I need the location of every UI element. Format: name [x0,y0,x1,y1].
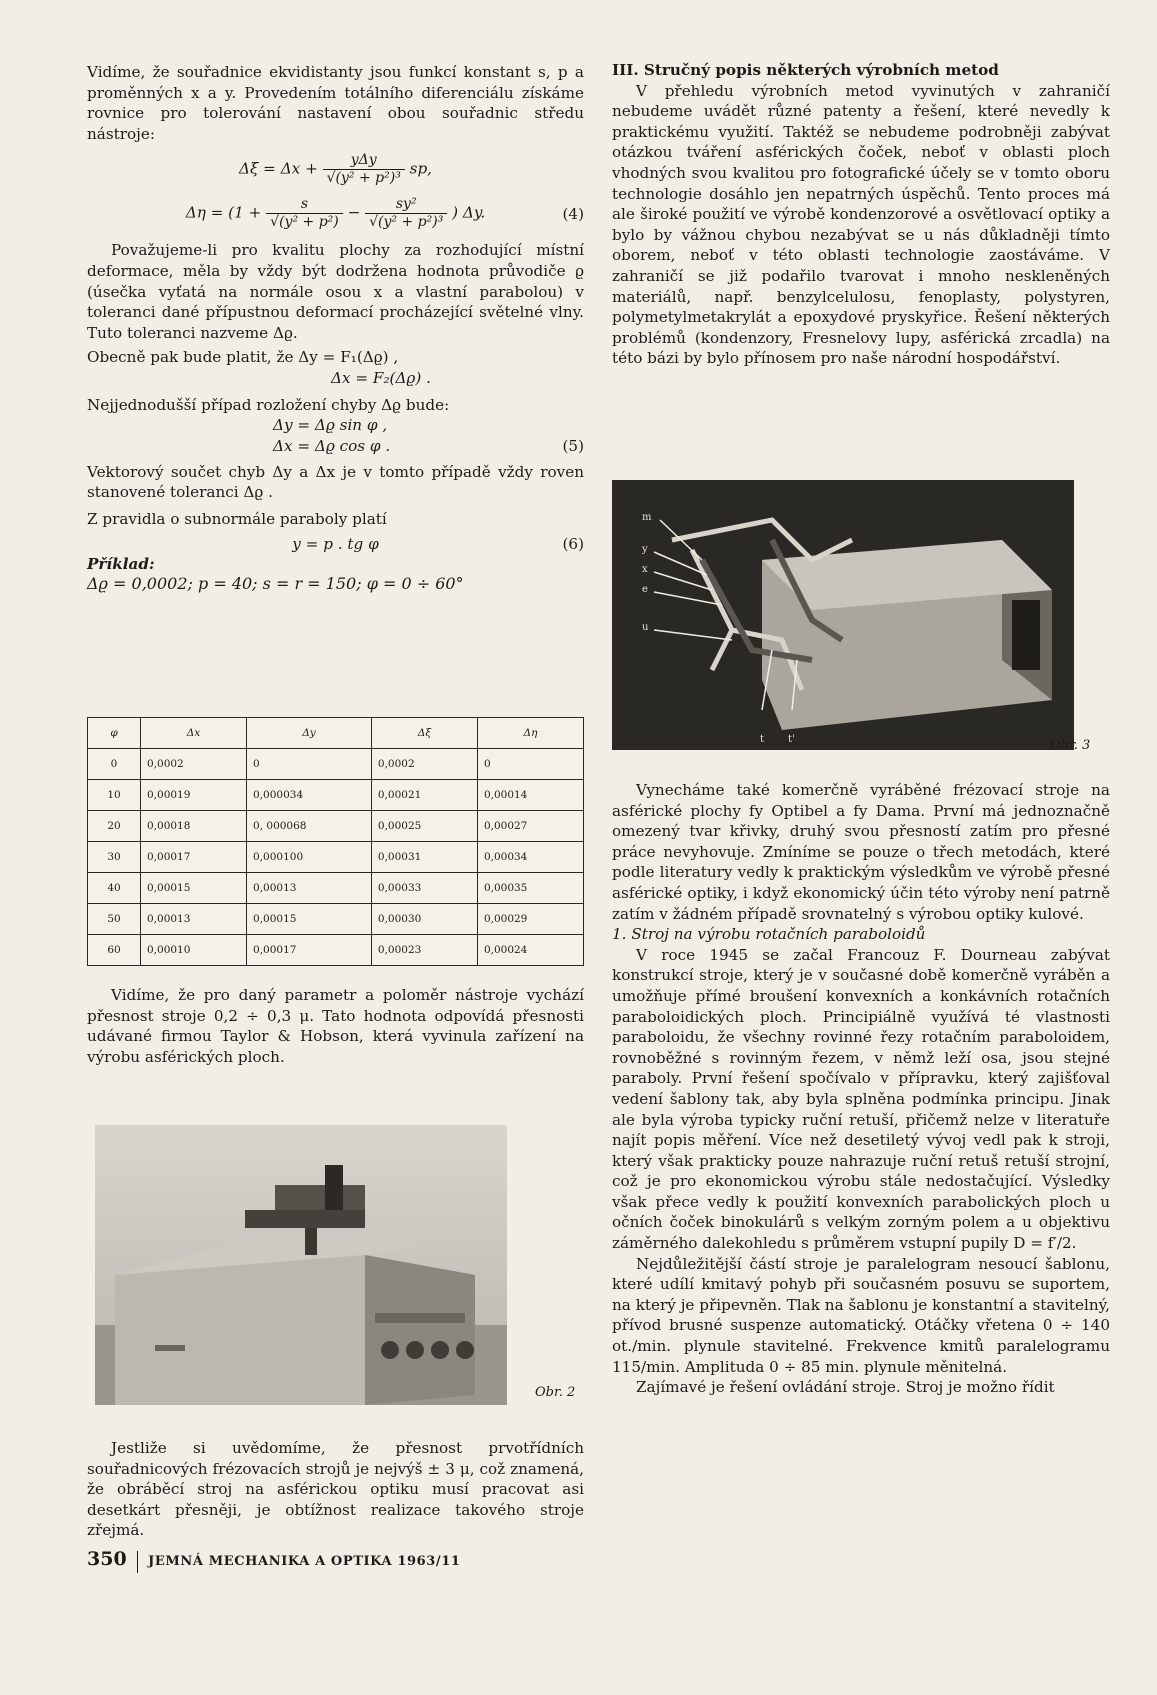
paragraph: V roce 1945 se začal Francouz F. Dourneau zabývat konstrukcí stroje, který je v současné době komerčně vyráběn a umožňuje přímé broušení konvexních a konkávních rotačních paraboloidických ploch. Principiálně využívá té vlastnosti paraboloidu, že všechny rovinné řezy rotačním paraboloidem, rovnoběžné s rovinným řezem, v němž leží osa, jsou stejné paraboly. První řešení spočívalo v přípravku, který zajišťoval vedení šablony tak, aby byla splněna podmínka principu. Jinak ale byla výroba typicky ruční retuší, přičemž nelze v literatuře najít popis měření. Více než desetiletý vývoj vedl pak k stroji, který však prakticky pouze nahrazuje ruční retuš retuší strojní, což je pro ekonomickou výrobu stále nedostačující. Výsledky však přece vedly k použití konvexních parabolických ploch u očních čoček binokulárů s velkým zorným polem a u objektivu záměrného dalekohledu s průměrem vstupní pupily D = f′/2. [612,945,1110,1253]
table-cell: 60 [88,935,141,966]
table-cell: 0,00014 [477,780,583,811]
figure-label-y: y [642,544,648,555]
figure-label-u: u [642,622,649,633]
table-cell: 0,00035 [477,873,583,904]
equation-6: y = p . tg φ (6) [292,534,584,553]
left-column-bottom [87,1438,584,1541]
paragraph: Považujeme-li pro kvalitu plochy za rozhodující místní deformace, měla by vždy být dodržena hodnota průvodiče ϱ (úsečka vyťatá na normále osou x a vlastní parabolou) v toleranci dané přípustnou deformací procházející světelné vlny. Tuto toleranci nazveme Δϱ. [87,241,584,342]
figure-label-t: t [760,734,765,745]
table-row [88,749,584,780]
equation-number: (6) [562,534,584,553]
table-cell: 0,00025 [371,811,477,842]
table-cell: 50 [88,904,141,935]
left-column [87,62,584,595]
machine-photo-image [95,1125,507,1405]
paragraph: Jestliže si uvědomíme, že přesnost prvotřídních souřadnicových frézovacích strojů je nejvýš ± 3 μ, což znamená, že obráběcí stroj na asférickou optiku musí pracovat asi desetkárt přesněji, je obtížnost realizace takového stroje zřejmá. [87,1439,584,1540]
table-cell: 0,00013 [247,873,372,904]
subsection-heading: 1. Stroj na výrobu rotačních paraboloidů [612,925,926,944]
paragraph: Zajímavé je řešení ovládání stroje. Stroj je možno řídit [636,1378,1055,1397]
table-cell: 20 [88,811,141,842]
left-column-lower [87,985,584,1067]
footer-divider [137,1551,139,1573]
table-cell: 0,0002 [141,749,247,780]
fraction: $\frac{\text{yΔy}}{\text{√(y² + p²)³}}$ [323,152,405,187]
table-cell: 0,00019 [141,780,247,811]
column-header: φ [88,718,141,749]
figure-label-x: x [642,564,648,575]
paragraph: Vynecháme také komerčně vyráběné frézovací stroje na asférické plochy fy Optibel a fy Dama. První má jednoznačně omezený tvar křivky, druhý svou přesností zatím pro přesné práce nevyhovuje. Zmíníme se pouze o třech metodách, které podle literatury vedly k praktickým výsledkům ve výrobě přesné asférické optiky, i když ekonomický účin této výroby není patrně zatím v žádném případě srovnatelný s výrobou optiky kulové. [612,781,1110,923]
page-number: 350 [87,1548,127,1570]
table-cell: 0,00034 [477,842,583,873]
machine-photo-image [612,480,1074,750]
example: Δϱ = 0,0002; p = 40; s = r = 150; φ = 0 ÷ 60° [87,574,464,594]
column-header: Δy [247,718,372,749]
table-cell: 0,00013 [141,904,247,935]
column-header: Δx [141,718,247,749]
table-cell: 0,00021 [371,780,477,811]
right-column [612,60,1110,369]
paragraph: Z pravidla o subnormále paraboly platí [87,509,387,528]
table-cell: 0,000034 [247,780,372,811]
table-cell: 0,00015 [247,904,372,935]
table-header-row [88,718,584,749]
table-cell: 30 [88,842,141,873]
figure-label-m: m [642,512,652,523]
figure-2-caption: Obr. 2 [535,1385,576,1400]
table-cell: 0,00017 [247,935,372,966]
table-row [88,904,584,935]
data-table [87,717,584,966]
table-cell: 0 [477,749,583,780]
figure-label-e: e [642,584,648,595]
table-row [88,780,584,811]
table-cell: 0,00031 [371,842,477,873]
section-heading: III. Stručný popis některých výrobních metod [612,61,999,79]
table-cell: 10 [88,780,141,811]
right-column-lower [612,780,1110,1398]
table-cell: 0,00027 [477,811,583,842]
fraction: $\frac{s}{\text{√(y² + p²)}}$ [266,196,343,231]
table-cell: 0,00017 [141,842,247,873]
table-cell: 0,00010 [141,935,247,966]
table-row [88,935,584,966]
equation-number: (5) [562,436,584,455]
table-cell: 0,00024 [477,935,583,966]
equation-deta: Δη = (1 + $\frac{s}{\text{√(y² + p²)}}$ − $\frac{\text{sy²}}{\text{√(y² + p²)³}}$ ) Δy. (4) [185,196,584,231]
paragraph: V přehledu výrobních metod vyvinutých v zahraničí nebudeme uvádět různé patenty a řešení, které nevedly k praktickému využití. Taktéž se nebudeme podrobněji zabývat otázkou tváření asférických čoček, neboť v oblasti ploch vhodných svou kvalitou pro fotografické účely se v tomto oboru technologie dosáhlo jen nepatrných úspěchů. Tento proces má ale široké použití ve výrobě kondenzorové a osvětlovací optiky a bylo by vážnou chybou nezabývat se u nás důkladněji tímto oborem, neboť v této oblasti technologie zaostáváme. V zahraničí se již podařilo tvarovat i mnoho neskleněných materiálů, např. benzylcelulosu, fenoplasty, polystyren, polymetylmetakrylát a epoxydové pryskyřice. Řešení některých problémů (kondenzory, Fresnelovy lupy, asférická zrcadla) na této bázi by bylo přínosem pro naše národní hospodářství. [612,81,1110,368]
table-row [88,873,584,904]
page-footer [87,1548,461,1573]
equation: Δx = F₂(Δϱ) . [331,368,431,387]
figure-2-photo [95,1125,507,1405]
figure-3-caption: Obr. 3 [1050,738,1091,753]
journal-name: JEMNÁ MECHANIKA A OPTIKA 1963/11 [148,1554,461,1569]
table-cell: 0,00029 [477,904,583,935]
column-header: Δη [477,718,583,749]
paragraph: Vidíme, že souřadnice ekvidistanty jsou funkcí konstant s, p a proměnných x a y. Provedením totálního diferenciálu získáme rovnice pro tolerování nastavení obou souřadnic středu nástroje: [87,63,584,143]
table-cell: 0, 000068 [247,811,372,842]
table-cell: 0,00023 [371,935,477,966]
paragraph: Nejjednodušší případ rozložení chyby Δϱ bude: [87,395,450,414]
paragraph: Vektorový součet chyb Δy a Δx je v tomto případě vždy roven stanovené toleranci Δϱ . [87,462,584,502]
table-cell: 0 [88,749,141,780]
table-cell: 0,00018 [141,811,247,842]
table-row [88,842,584,873]
table-cell: 0,0002 [371,749,477,780]
table-cell: 40 [88,873,141,904]
equation-5: Δx = Δϱ cos φ . (5) [273,436,584,455]
column-header: Δξ [371,718,477,749]
table-cell: 0 [247,749,372,780]
figure-3-photo [612,480,1074,750]
equation: Δy = Δϱ sin φ , [273,416,388,435]
table-cell: 0,00015 [141,873,247,904]
paragraph: Obecně pak bude platit, že Δy = F₁(Δϱ) , [87,348,399,367]
table-cell: 0,00030 [371,904,477,935]
example-label: Příklad: [87,554,155,573]
paragraph: Nejdůležitější částí stroje je paralelogram nesoucí šablonu, které udílí kmitavý pohyb při současném posuvu se suportem, na který je připevněn. Tlak na šablonu je konstantní a stavitelný, přívod brusné suspenze automatický. Otáčky vřetena 0 ÷ 140 ot./min. plynule stavitelné. Frekvence kmitů paralelogramu 115/min. Amplituda 0 ÷ 85 min. plynule měnitelná. [612,1254,1110,1376]
equation-dxi: Δξ = Δx + $\frac{\text{yΔy}}{\text{√(y² + p²)³}}$ sp, [239,152,432,187]
table-cell: 0,000100 [247,842,372,873]
fraction: $\frac{\text{sy²}}{\text{√(y² + p²)³}}$ [365,196,447,231]
table-cell: 0,00033 [371,873,477,904]
table-row [88,811,584,842]
equation-number: (4) [562,205,584,224]
paragraph: Vidíme, že pro daný parametr a poloměr nástroje vychází přesnost stroje 0,2 ÷ 0,3 μ. Tato hodnota odpovídá přesnosti udávané firmou Taylor & Hobson, která vyvinula zařízení na výrobu asférických ploch. [87,986,584,1066]
figure-label-t-prime: t' [788,734,795,745]
